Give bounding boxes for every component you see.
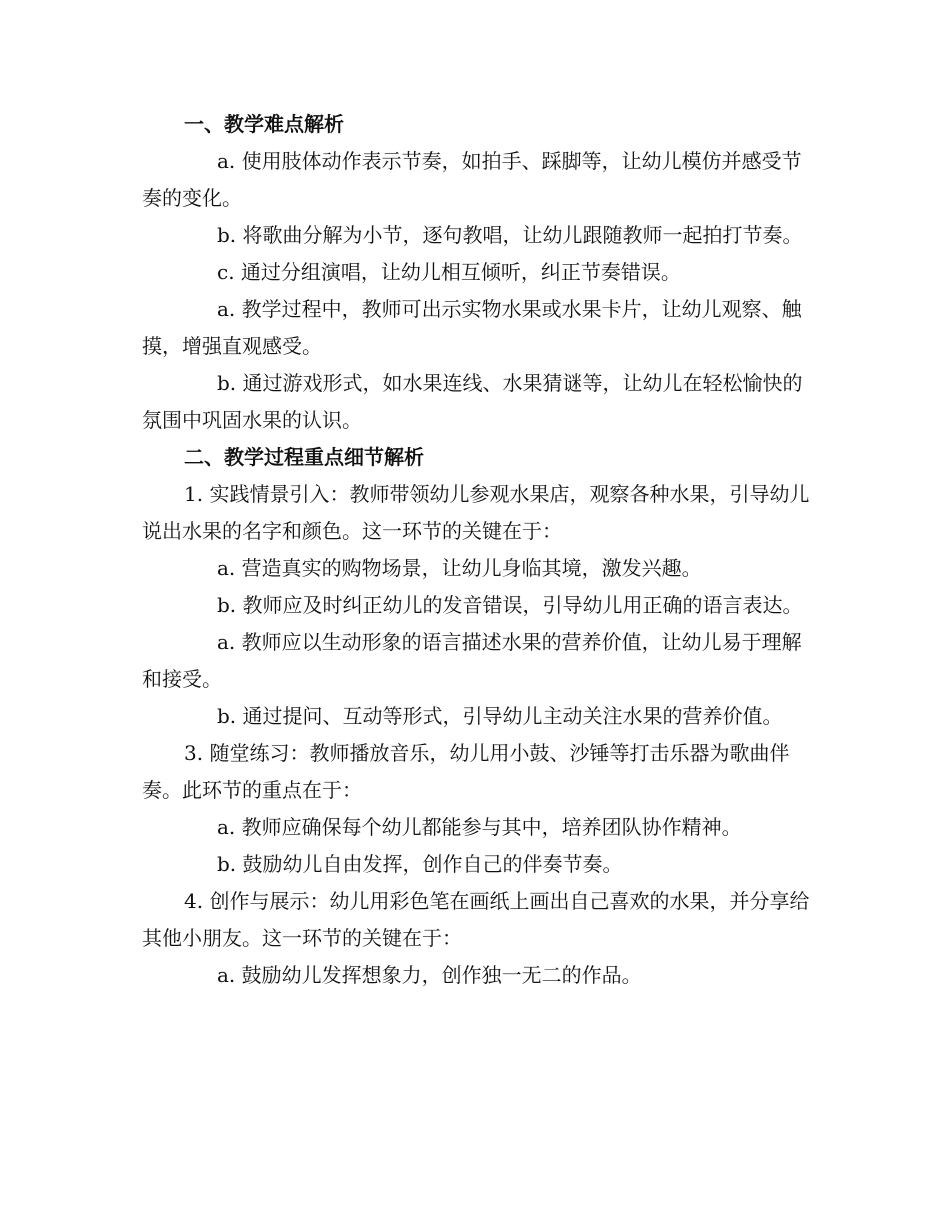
paragraph-item: b. 鼓励幼儿自由发挥，创作自己的伴奏节奏。 [217, 852, 623, 876]
paragraph-item: a. 教师应确保每个幼儿都能参与其中，培养团队协作精神。 [217, 815, 742, 839]
paragraph-item: a. 鼓励幼儿发挥想象力，创作独一无二的作品。 [217, 963, 642, 987]
paragraph-step: 4. 创作与展示：幼儿用彩色笔在画纸上画出自己喜欢的水果，并分享给其他小朋友。这一环节的关键在于： [142, 889, 810, 950]
paragraph-item: b. 通过游戏形式，如水果连线、水果猜谜等，让幼儿在轻松愉快的氛围中巩固水果的认识。 [142, 371, 803, 432]
section-heading-process: 二、教学过程重点细节解析 [184, 445, 424, 469]
document-body [142, 106, 810, 994]
paragraph-item: c. 通过分组演唱，让幼儿相互倾听，纠正节奏错误。 [217, 260, 681, 284]
paragraph-item: b. 将歌曲分解为小节，逐句教唱，让幼儿跟随教师一起拍打节奏。 [217, 223, 803, 247]
paragraph-item: a. 教师应以生动形象的语言描述水果的营养价值，让幼儿易于理解和接受。 [142, 630, 802, 691]
paragraph-step: 1. 实践情景引入：教师带领幼儿参观水果店，观察各种水果，引导幼儿说出水果的名字和颜色。这一环节的关键在于： [142, 482, 810, 543]
paragraph-item: b. 教师应及时纠正幼儿的发音错误，引导幼儿用正确的语言表达。 [217, 593, 803, 617]
paragraph-item: a. 使用肢体动作表示节奏，如拍手、踩脚等，让幼儿模仿并感受节奏的变化。 [142, 149, 802, 210]
paragraph-item: a. 营造真实的购物场景，让幼儿身临其境，激发兴趣。 [217, 556, 702, 580]
paragraph-item: a. 教学过程中，教师可出示实物水果或水果卡片，让幼儿观察、触摸，增强直观感受。 [142, 297, 802, 358]
paragraph-item: b. 通过提问、互动等形式，引导幼儿主动关注水果的营养价值。 [217, 704, 783, 728]
section-heading-difficulties: 一、教学难点解析 [184, 112, 344, 136]
paragraph-step: 3. 随堂练习：教师播放音乐，幼儿用小鼓、沙锤等打击乐器为歌曲伴奏。此环节的重点在于： [142, 741, 790, 802]
